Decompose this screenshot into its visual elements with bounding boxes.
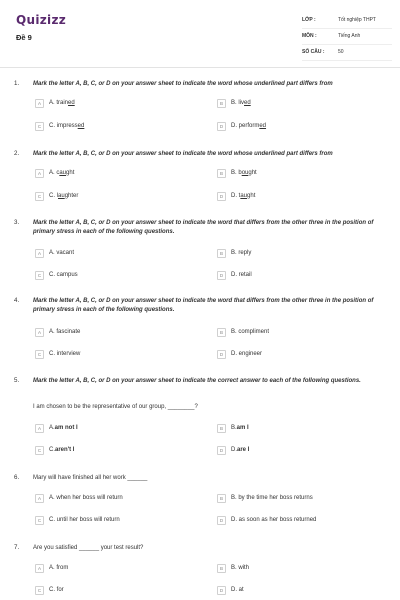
option-c[interactable] bbox=[35, 586, 185, 596]
option-letter-box[interactable]: B bbox=[217, 564, 226, 573]
question-instruction: Mark the letter A, B, C, or D on your answer sheet to indicate the word whose underlined part differs from bbox=[33, 81, 333, 87]
meta-key: MÔN : bbox=[302, 33, 317, 39]
question-text: Are you satisfied ______ your test result? bbox=[33, 545, 144, 551]
option-letter-box[interactable]: C bbox=[35, 350, 44, 359]
test-title: Đề 9 bbox=[16, 33, 32, 42]
meta-value: Tốt nghiệp THPT bbox=[338, 17, 376, 23]
option-letter-box[interactable]: B bbox=[217, 99, 226, 108]
option-d[interactable] bbox=[217, 122, 367, 132]
question-number: 2. bbox=[14, 150, 20, 157]
option-d[interactable] bbox=[217, 271, 367, 281]
meta-row-count bbox=[302, 45, 392, 61]
option-text: D. retail bbox=[231, 272, 252, 278]
option-b[interactable] bbox=[217, 328, 367, 338]
option-letter-box[interactable]: A bbox=[35, 564, 44, 573]
question-number: 3. bbox=[14, 219, 20, 226]
option-a[interactable] bbox=[35, 249, 185, 259]
option-text: A. fascinate bbox=[49, 329, 81, 335]
option-a[interactable] bbox=[35, 424, 185, 434]
option-letter-box[interactable]: B bbox=[217, 424, 226, 433]
option-letter-box[interactable]: D bbox=[217, 350, 226, 359]
option-c[interactable] bbox=[35, 350, 185, 360]
meta-table bbox=[302, 13, 392, 61]
option-text: A. caught bbox=[49, 170, 75, 176]
option-text: B. lived bbox=[231, 100, 251, 106]
option-c[interactable] bbox=[35, 192, 185, 202]
meta-value: 50 bbox=[338, 49, 344, 55]
option-letter-box[interactable]: C bbox=[35, 446, 44, 455]
question-number: 4. bbox=[14, 297, 20, 304]
meta-value: Tiếng Anh bbox=[338, 33, 361, 39]
option-b[interactable] bbox=[217, 249, 367, 259]
question-instruction: Mark the letter A, B, C, or D on your answer sheet to indicate the word whose underlined part differs from bbox=[33, 151, 333, 157]
option-c[interactable] bbox=[35, 516, 185, 526]
option-text: B. with bbox=[231, 565, 250, 571]
option-b[interactable] bbox=[217, 494, 367, 504]
option-text: C. interview bbox=[49, 351, 81, 357]
option-text: C. laughter bbox=[49, 193, 79, 199]
option-letter-box[interactable]: C bbox=[35, 271, 44, 280]
option-d[interactable] bbox=[217, 516, 367, 526]
option-c[interactable] bbox=[35, 122, 185, 132]
option-c[interactable] bbox=[35, 446, 185, 456]
option-letter-box[interactable]: D bbox=[217, 122, 226, 131]
question-text: Mary will have finished all her work ______ bbox=[33, 475, 148, 481]
option-letter-box[interactable]: B bbox=[217, 494, 226, 503]
option-a[interactable] bbox=[35, 328, 185, 338]
meta-row-class bbox=[302, 13, 392, 29]
option-letter-box[interactable]: B bbox=[217, 249, 226, 258]
option-a[interactable] bbox=[35, 99, 185, 109]
option-letter-box[interactable]: A bbox=[35, 249, 44, 258]
question-number: 7. bbox=[14, 544, 20, 551]
option-text: D. performed bbox=[231, 123, 267, 129]
question-number: 1. bbox=[14, 80, 20, 87]
question-instruction: Mark the letter A, B, C, or D on your answer sheet to indicate the word that differs from the other three in the position of primary stress in each of the following questions. bbox=[33, 220, 374, 235]
option-a[interactable] bbox=[35, 494, 185, 504]
meta-key: SỐ CÂU : bbox=[302, 49, 325, 55]
option-letter-box[interactable]: C bbox=[35, 516, 44, 525]
option-text: C. campus bbox=[49, 272, 78, 278]
option-b[interactable] bbox=[217, 169, 367, 179]
option-letter-box[interactable]: C bbox=[35, 192, 44, 201]
option-text: A. trained bbox=[49, 100, 75, 106]
option-text: C. impressed bbox=[49, 123, 85, 129]
option-letter-box[interactable]: A bbox=[35, 328, 44, 337]
option-letter-box[interactable]: A bbox=[35, 494, 44, 503]
option-letter-box[interactable]: C bbox=[35, 586, 44, 595]
option-text: D. at bbox=[231, 587, 244, 593]
question-number: 6. bbox=[14, 474, 20, 481]
worksheet-header bbox=[0, 0, 400, 68]
option-letter-box[interactable]: D bbox=[217, 516, 226, 525]
option-letter-box[interactable]: A bbox=[35, 169, 44, 178]
option-letter-box[interactable]: B bbox=[217, 328, 226, 337]
option-text: C.aren't I bbox=[49, 447, 75, 453]
option-text: C. for bbox=[49, 587, 64, 593]
option-text: D. engineer bbox=[231, 351, 263, 357]
option-letter-box[interactable]: A bbox=[35, 99, 44, 108]
option-d[interactable] bbox=[217, 446, 367, 456]
meta-key: LỚP : bbox=[302, 17, 316, 23]
question-prompt: I am chosen to be the representative of our group, ________? bbox=[33, 404, 198, 410]
option-text: B. by the time her boss returns bbox=[231, 495, 313, 501]
option-text: B.am I bbox=[231, 425, 249, 431]
option-b[interactable] bbox=[217, 564, 367, 574]
option-d[interactable] bbox=[217, 350, 367, 360]
option-letter-box[interactable]: B bbox=[217, 169, 226, 178]
option-text: D. taught bbox=[231, 193, 256, 199]
option-letter-box[interactable]: D bbox=[217, 271, 226, 280]
meta-row-subject bbox=[302, 29, 392, 45]
option-letter-box[interactable]: D bbox=[217, 446, 226, 455]
option-text: A. vacant bbox=[49, 250, 75, 256]
option-text: B. reply bbox=[231, 250, 252, 256]
option-text: B. bought bbox=[231, 170, 257, 176]
option-text: C. until her boss will return bbox=[49, 517, 120, 523]
option-c[interactable] bbox=[35, 271, 185, 281]
option-text: A. from bbox=[49, 565, 69, 571]
option-text: A. when her boss will return bbox=[49, 495, 123, 501]
question-number: 5. bbox=[14, 377, 20, 384]
option-text: D. as soon as her boss returned bbox=[231, 517, 317, 523]
option-text: D.are I bbox=[231, 447, 250, 453]
option-d[interactable] bbox=[217, 586, 367, 596]
option-b[interactable] bbox=[217, 424, 367, 434]
option-a[interactable] bbox=[35, 169, 185, 179]
option-a[interactable] bbox=[35, 564, 185, 574]
question-instruction: Mark the letter A, B, C, or D on your answer sheet to indicate the correct answer to each of the following questions. bbox=[33, 378, 361, 384]
option-letter-box[interactable]: C bbox=[35, 122, 44, 131]
option-letter-box[interactable]: A bbox=[35, 424, 44, 433]
option-text: B. compliment bbox=[231, 329, 270, 335]
option-letter-box[interactable]: D bbox=[217, 192, 226, 201]
option-text: A.am not I bbox=[49, 425, 78, 431]
quizizz-logo: Quizizz bbox=[16, 13, 67, 27]
option-d[interactable] bbox=[217, 192, 367, 202]
option-b[interactable] bbox=[217, 99, 367, 109]
option-letter-box[interactable]: D bbox=[217, 586, 226, 595]
question-instruction: Mark the letter A, B, C, or D on your answer sheet to indicate the word that differs from the other three in the position of primary stress in each of the following questions. bbox=[33, 298, 374, 313]
